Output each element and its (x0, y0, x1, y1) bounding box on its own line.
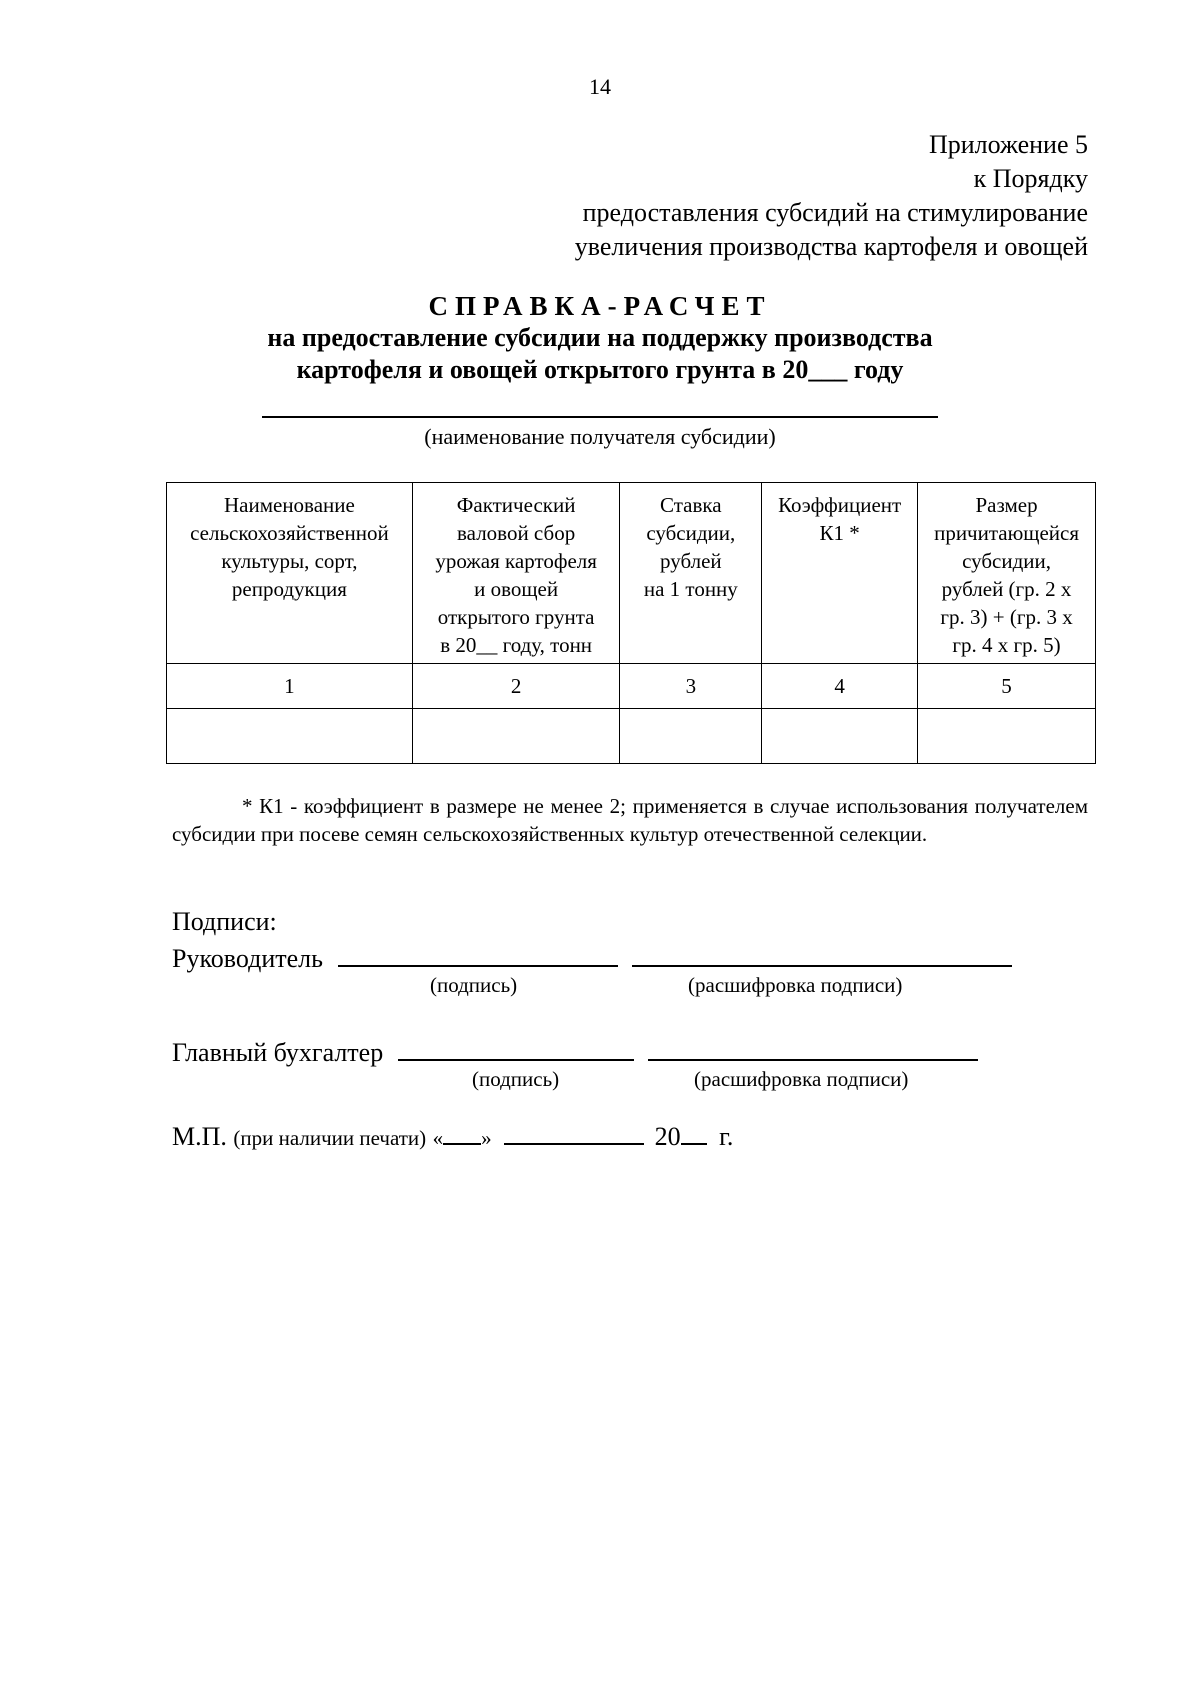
signatures-block (172, 905, 1072, 1155)
head-signature-row (172, 939, 1072, 973)
table-cell (412, 709, 620, 764)
appendix-header (448, 128, 1088, 264)
calculation-table (166, 482, 1096, 764)
signature-caption: (подпись) (472, 1067, 560, 1091)
header-coefficient: Коэффициент К1 * (762, 483, 918, 664)
date-open-quote: « (432, 1126, 444, 1150)
table-cell (620, 709, 762, 764)
date-month-blank (504, 1119, 644, 1145)
accountant-decode-line (648, 1033, 978, 1061)
accountant-captions (172, 1067, 1072, 1097)
appendix-line: Приложение 5 (928, 130, 1088, 159)
appendix-line: увеличения производства картофеля и овощей (574, 232, 1088, 261)
header-crop-name: Наименование сельскохозяйственной культуры, сорт, репродукция (167, 483, 413, 664)
header-rate: Ставка субсидии, рублей на 1 тонну (620, 483, 762, 664)
column-number-row (167, 664, 1096, 709)
head-signature-line (338, 939, 618, 967)
table-row (167, 709, 1096, 764)
decode-caption: (расшифровка подписи) (694, 1067, 909, 1091)
recipient-block (0, 388, 1200, 450)
stamp-label: М.П. (172, 1122, 227, 1151)
page-number: 14 (589, 74, 611, 99)
recipient-name-line (262, 388, 938, 418)
table-cell (918, 709, 1096, 764)
footnote: * К1 - коэффициент в размере не менее 2; применяется в случае использования получателем субсидии при посеве семян сельскохозяйственных культур отечественной селекции. (172, 794, 1088, 846)
recipient-caption: (наименование получателя субсидии) (424, 424, 776, 449)
accountant-signature-line (398, 1033, 634, 1061)
head-label: Руководитель (172, 944, 323, 973)
year-suffix: г. (719, 1122, 734, 1151)
decode-caption: (расшифровка подписи) (688, 973, 903, 997)
column-number: 4 (762, 664, 918, 709)
date-year-blank (681, 1119, 707, 1145)
stamp-note: (при наличии печати) (233, 1126, 427, 1150)
document-title (0, 290, 1200, 386)
column-number: 2 (412, 664, 620, 709)
table-cell (762, 709, 918, 764)
header-subsidy-amount: Размер причитающейся субсидии, рублей (гр. 2 х гр. 3) + (гр. 3 х гр. 4 х гр. 5) (918, 483, 1096, 664)
title-subtitle: на предоставление субсидии на поддержку производства (267, 323, 933, 352)
year-prefix: 20 (654, 1122, 681, 1151)
date-day-blank (443, 1119, 481, 1145)
column-number: 5 (918, 664, 1096, 709)
signatures-title: Подписи: (172, 907, 277, 936)
title-subtitle: картофеля и овощей открытого грунта в 20___ году (296, 355, 904, 384)
date-close-quote: » (481, 1126, 492, 1150)
head-captions (172, 973, 1072, 1003)
column-number: 3 (620, 664, 762, 709)
accountant-label: Главный бухгалтер (172, 1038, 384, 1067)
header-harvest: Фактический валовой сбор урожая картофеля и овощей открытого грунта в 20__ году, тонн (412, 483, 620, 664)
table-header-row (167, 483, 1096, 664)
appendix-line: предоставления субсидий на стимулирование (582, 198, 1088, 227)
column-number: 1 (167, 664, 413, 709)
signature-caption: (подпись) (430, 973, 518, 997)
table-cell (167, 709, 413, 764)
title-main: СПРАВКА-РАСЧЕТ (428, 291, 772, 321)
appendix-line: к Порядку (973, 164, 1088, 193)
accountant-signature-row (172, 1033, 1072, 1067)
stamp-date-row (172, 1119, 1072, 1155)
head-decode-line (632, 939, 1012, 967)
